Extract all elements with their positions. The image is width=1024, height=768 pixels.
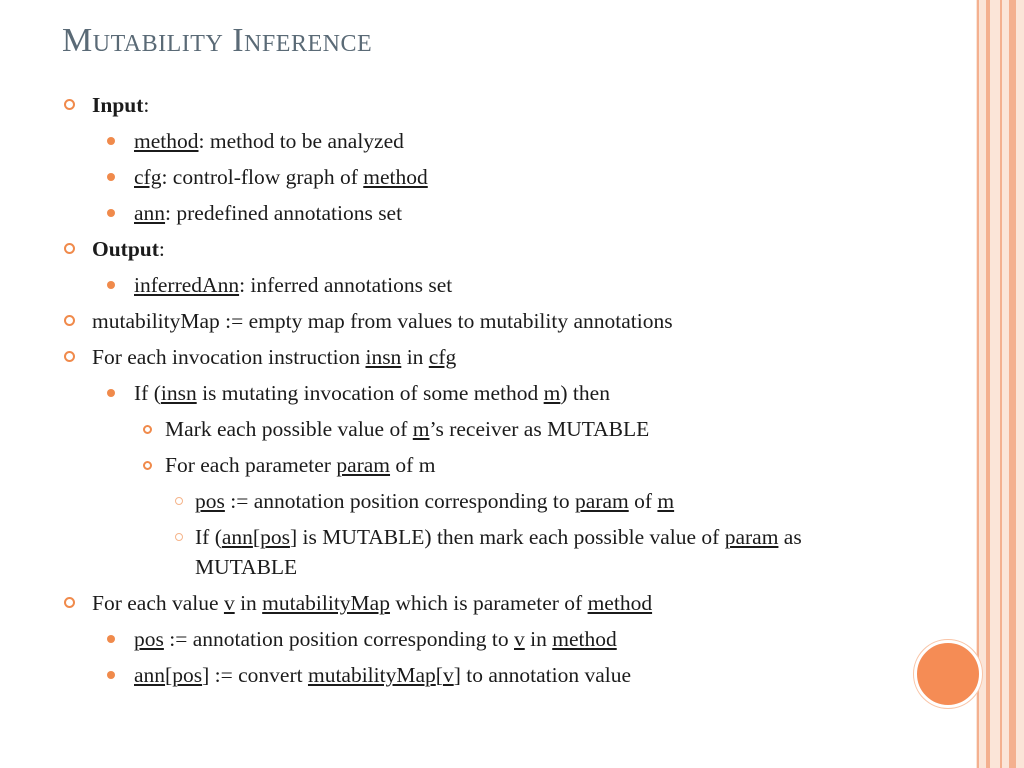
inferred-desc: : inferred annotations set <box>239 273 453 297</box>
text: If ( <box>195 525 222 549</box>
bullet-dot-icon <box>107 137 115 145</box>
term-m: m <box>412 417 430 441</box>
term-ann: ann <box>221 525 253 549</box>
method-desc: : method to be analyzed <box>198 129 404 153</box>
bullet-small-ring-icon <box>143 461 152 470</box>
term-method: method <box>587 591 653 615</box>
bullet-ann-assign <box>104 660 892 690</box>
output-label: Output <box>92 237 159 261</box>
slide-body <box>62 90 892 696</box>
bullet-ann <box>104 198 892 228</box>
decorative-circle <box>914 640 982 708</box>
bracket: [ <box>435 663 443 687</box>
term-v: v <box>442 663 454 687</box>
bullet-if-ann <box>174 522 892 582</box>
slide-title: Mutability Inference <box>62 22 373 59</box>
bullet-cfg <box>104 162 892 192</box>
stripe <box>1009 0 1016 768</box>
bullet-output <box>62 234 892 264</box>
text: := convert <box>209 663 308 687</box>
bullet-dot-icon <box>107 389 115 397</box>
bullet-ring-icon <box>64 351 75 362</box>
text: which is parameter of <box>389 591 588 615</box>
text: in <box>524 627 553 651</box>
term-pos: pos <box>195 489 225 513</box>
term-cfg: cfg <box>134 165 162 189</box>
term-insn: insn <box>365 345 402 369</box>
stripe <box>986 0 990 768</box>
bullet-ring-icon <box>64 99 75 110</box>
bullet-pos-line <box>174 486 892 516</box>
bracket: ] <box>202 663 210 687</box>
term-m: m <box>657 489 675 513</box>
term-param: param <box>575 489 629 513</box>
bullet-foreach-param <box>142 450 892 480</box>
stripe <box>1000 0 1002 768</box>
text: of m <box>390 453 436 477</box>
bullet-dot-icon <box>107 635 115 643</box>
term-param: param <box>724 525 779 549</box>
text: in <box>401 345 429 369</box>
term-pos: pos <box>260 525 290 549</box>
bullet-pos-assign <box>104 624 892 654</box>
text: ’s receiver as MUTABLE <box>429 417 650 441</box>
term-method: method <box>363 165 428 189</box>
term-ann-pos <box>134 663 202 687</box>
term-method: method <box>552 627 617 651</box>
bullet-inferred <box>104 270 892 300</box>
bullet-foreach-value <box>62 588 892 618</box>
bullet-ring-icon <box>64 243 75 254</box>
term-ann-pos <box>222 525 290 549</box>
term-mutability-map: mutabilityMap <box>262 591 390 615</box>
term-pos: pos <box>172 663 203 687</box>
text: in <box>234 591 263 615</box>
bullet-mutability-map <box>62 306 892 336</box>
bracket: [ <box>252 525 261 549</box>
decorative-stripes <box>976 0 1024 768</box>
bullet-dot-icon <box>107 173 115 181</box>
term-mutability-map: mutabilityMap <box>307 663 436 687</box>
bracket: ] <box>289 525 298 549</box>
term-ann: ann <box>134 663 166 687</box>
text: Mark each possible value of <box>165 417 413 441</box>
bullet-hollow-icon <box>175 533 183 541</box>
text: := annotation position corresponding to <box>163 627 514 651</box>
term-pos: pos <box>134 627 164 651</box>
bullet-small-ring-icon <box>143 425 152 434</box>
term-map-v <box>308 663 454 687</box>
text: If ( <box>134 381 161 405</box>
bullet-ring-icon <box>64 315 75 326</box>
text: For each parameter <box>165 453 337 477</box>
text: of <box>628 489 658 513</box>
cfg-desc: : control-flow graph of <box>161 165 364 189</box>
ann-desc: : predefined annotations set <box>165 201 403 225</box>
bullet-ring-icon <box>64 597 75 608</box>
text: For each invocation instruction <box>92 345 366 369</box>
text: := annotation position corresponding to <box>224 489 575 513</box>
bullet-foreach-insn <box>62 342 892 372</box>
term-insn: insn <box>160 381 197 405</box>
text: ) then <box>560 381 610 405</box>
term-cfg: cfg <box>428 345 457 369</box>
text: is MUTABLE) then mark each possible value of <box>297 525 725 549</box>
stripe <box>977 0 979 768</box>
map-line: mutabilityMap := empty map from values to mutability annotations <box>92 309 673 333</box>
colon: : <box>158 237 165 261</box>
bullet-hollow-icon <box>175 497 183 505</box>
colon: : <box>143 93 150 117</box>
text: to annotation value <box>460 663 632 687</box>
term-m: m <box>543 381 561 405</box>
bullet-method <box>104 126 892 156</box>
text: is mutating invocation of some method <box>196 381 544 405</box>
term-method: method <box>134 129 199 153</box>
bracket: [ <box>165 663 173 687</box>
bullet-mark-receiver <box>142 414 892 444</box>
bullet-if-insn <box>104 378 892 408</box>
bullet-dot-icon <box>107 281 115 289</box>
text: as MUTABLE <box>195 525 802 579</box>
bracket: ] <box>453 663 461 687</box>
input-label: Input <box>92 93 144 117</box>
term-param: param <box>336 453 391 477</box>
term-inferred-ann: inferredAnn <box>134 273 240 297</box>
bullet-input <box>62 90 892 120</box>
bullet-dot-icon <box>107 671 115 679</box>
term-ann: ann <box>134 201 166 225</box>
term-v: v <box>223 591 235 615</box>
term-v: v <box>514 627 525 651</box>
bullet-dot-icon <box>107 209 115 217</box>
text: For each value <box>92 591 224 615</box>
